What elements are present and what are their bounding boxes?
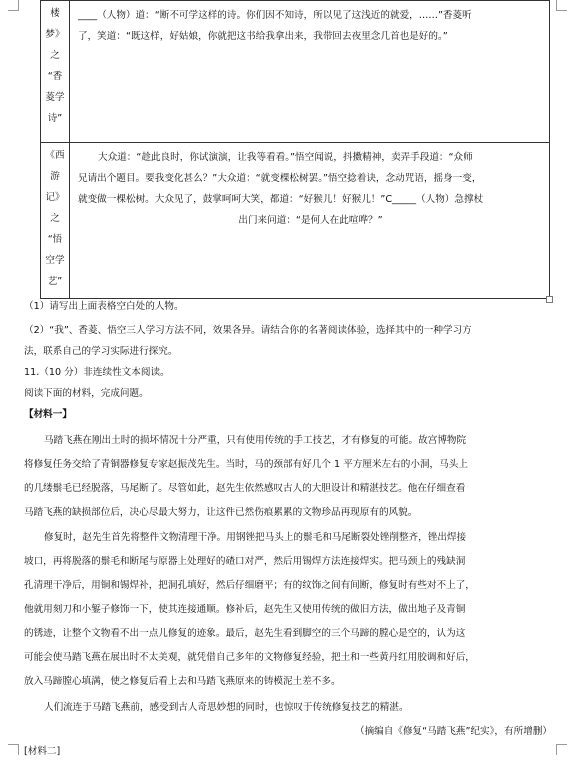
material-1-p1-line: 马踏飞燕的缺损部位后，决心尽最大努力，让这件已然伤痕累累的文物珍品再现原有的风貌。 — [24, 507, 418, 518]
book-char: 记》 — [45, 192, 65, 203]
excerpt-line: 大众道：“趁此良时，你试演演，让我等看看。”悟空闻说，抖擞精神，卖弄手段道：“众师 — [98, 152, 473, 163]
material-1-heading: 【材料一】 — [24, 409, 72, 420]
material-1-p2-line: 放入马蹄膛心填满，使之修复后看上去和马踏飞燕原来的铸模泥土差不多。 — [24, 676, 341, 687]
material-1-p2-line: 他就用刻刀和小錾子修饰一下，使其连接通顺。修补后，赵先生又使用传统的做旧方法，做出地子及青铜 — [24, 604, 466, 615]
material-1-p3: 人们流连于马踏飞燕前，感受到古人奇思妙想的同时，也惊叹于传统修复技艺的精湛。 — [44, 702, 409, 713]
question-2-line-1: （2）“我”、香菱、悟空三人学习方法不同，效果各异。请结合你的名著阅读体验，选择其中的一种学习方 — [24, 325, 472, 336]
book-cell-honglou — [41, 1, 70, 143]
book-char: “悟 — [47, 234, 63, 245]
book-char: 诗” — [47, 113, 63, 124]
material-1-p2-line: 的锈迹，让整个文物看不出一点儿修复的迹象。最后，赵先生看到脚空的三个马蹄的膛心是空的，认为这 — [24, 628, 466, 639]
material-1-p1-line: 马踏飞燕在刚出土时的损坏情况十分严重，只有使用传统的手工技艺，才有修复的可能。故宫博物院 — [44, 435, 467, 446]
question-2-line-2: 法，联系自己的学习实际进行探究。 — [24, 346, 178, 357]
crop-mark-top-left — [8, 0, 19, 11]
material-1-p2-line: 修复时，赵先生首先将整件文物清理干净。用钢锉把马头上的鬃毛和马尾断裂处锉削整齐，锉出焊接 — [44, 532, 467, 543]
excerpt-cell-honglou — [70, 1, 550, 143]
table-row-honglou — [41, 1, 550, 143]
book-char: 梦》 — [45, 29, 65, 40]
book-char: 艺” — [47, 276, 63, 287]
reading-instruction: 阅读下面的材料，完成问题。 — [24, 388, 149, 399]
excerpt-line: ____（人物）道：“断不可学这样的诗。你们因不知诗，所以见了这浅近的就爱，……”香菱听 — [78, 10, 472, 21]
excerpt-line: 兄请出个题目。要我变化甚么？”大众道：“就变棵松树罢。”悟空捻着诀，念动咒语，摇身一变， — [78, 173, 482, 184]
material-2-heading: [材料二] — [24, 746, 61, 757]
excerpt-line: 出门来问道：“是何人在此喧哗？” — [238, 215, 383, 226]
book-char: “香 — [47, 71, 63, 82]
book-char: 游 — [50, 171, 60, 182]
book-char: 之 — [50, 50, 60, 61]
book-char: 楼 — [50, 8, 60, 19]
book-char: 菱学 — [45, 92, 65, 103]
material-1-p2-line: 可能会使马踏飞燕在展出时不太美观，就凭借自己多年的文物修复经验，把土和一些黄丹红用胶调和好后， — [24, 652, 475, 663]
question-1: （1）请写出上面表格空白处的人物。 — [24, 301, 184, 312]
book-char: 之 — [50, 213, 60, 224]
material-1-p2-line: 孔清理干净后，用铜和锡焊补，把洞孔填好，然后仔细磨平；有的纹饰之间有间断，修复时有些对不上了， — [24, 580, 475, 591]
material-1-p1-line: 的几缕鬃毛已经脱落，马尾断了。尽管如此，赵先生依然感叹古人的大胆设计和精湛技艺。他在仔细查看 — [24, 483, 466, 494]
book-char: 《西 — [45, 150, 65, 161]
book-cell-xiyou — [41, 143, 70, 299]
crop-mark-bottom-right — [556, 744, 567, 755]
question-11-title: 11.（10 分）非连续性文本阅读。 — [24, 367, 170, 378]
excerpt-cell-xiyou — [70, 143, 550, 299]
literature-table — [40, 0, 550, 299]
crop-mark-top-right — [556, 0, 567, 11]
material-1-source: （摘编自《修复“马踏飞燕”纪实》，有所增删） — [354, 726, 552, 737]
crop-mark-bottom-left — [8, 744, 19, 755]
book-char: 空学 — [45, 255, 65, 266]
table-row-xiyou — [41, 143, 550, 299]
material-1-p1-line: 将修复任务交给了青铜器修复专家赵振茂先生。当时，马的颈部有好几个 1 平方厘米左右的小洞，马头上 — [24, 459, 468, 470]
excerpt-line: 就变做一棵松树。大众见了，鼓掌呵呵大笑，都道：“好猴儿！好猴儿！”C_____（人物）急撑杖 — [78, 194, 484, 205]
excerpt-line: 了，笑道：“既这样，好姑娘，你就把这书给我拿出来，我带回去夜里念几首也是好的。” — [78, 31, 448, 42]
material-1-p2-line: 坡口，再将脱落的鬃毛和断尾与原器上处理好的碴口对严，然后用锡焊方法连接焊实。把马颈上的残缺洞 — [24, 556, 466, 567]
